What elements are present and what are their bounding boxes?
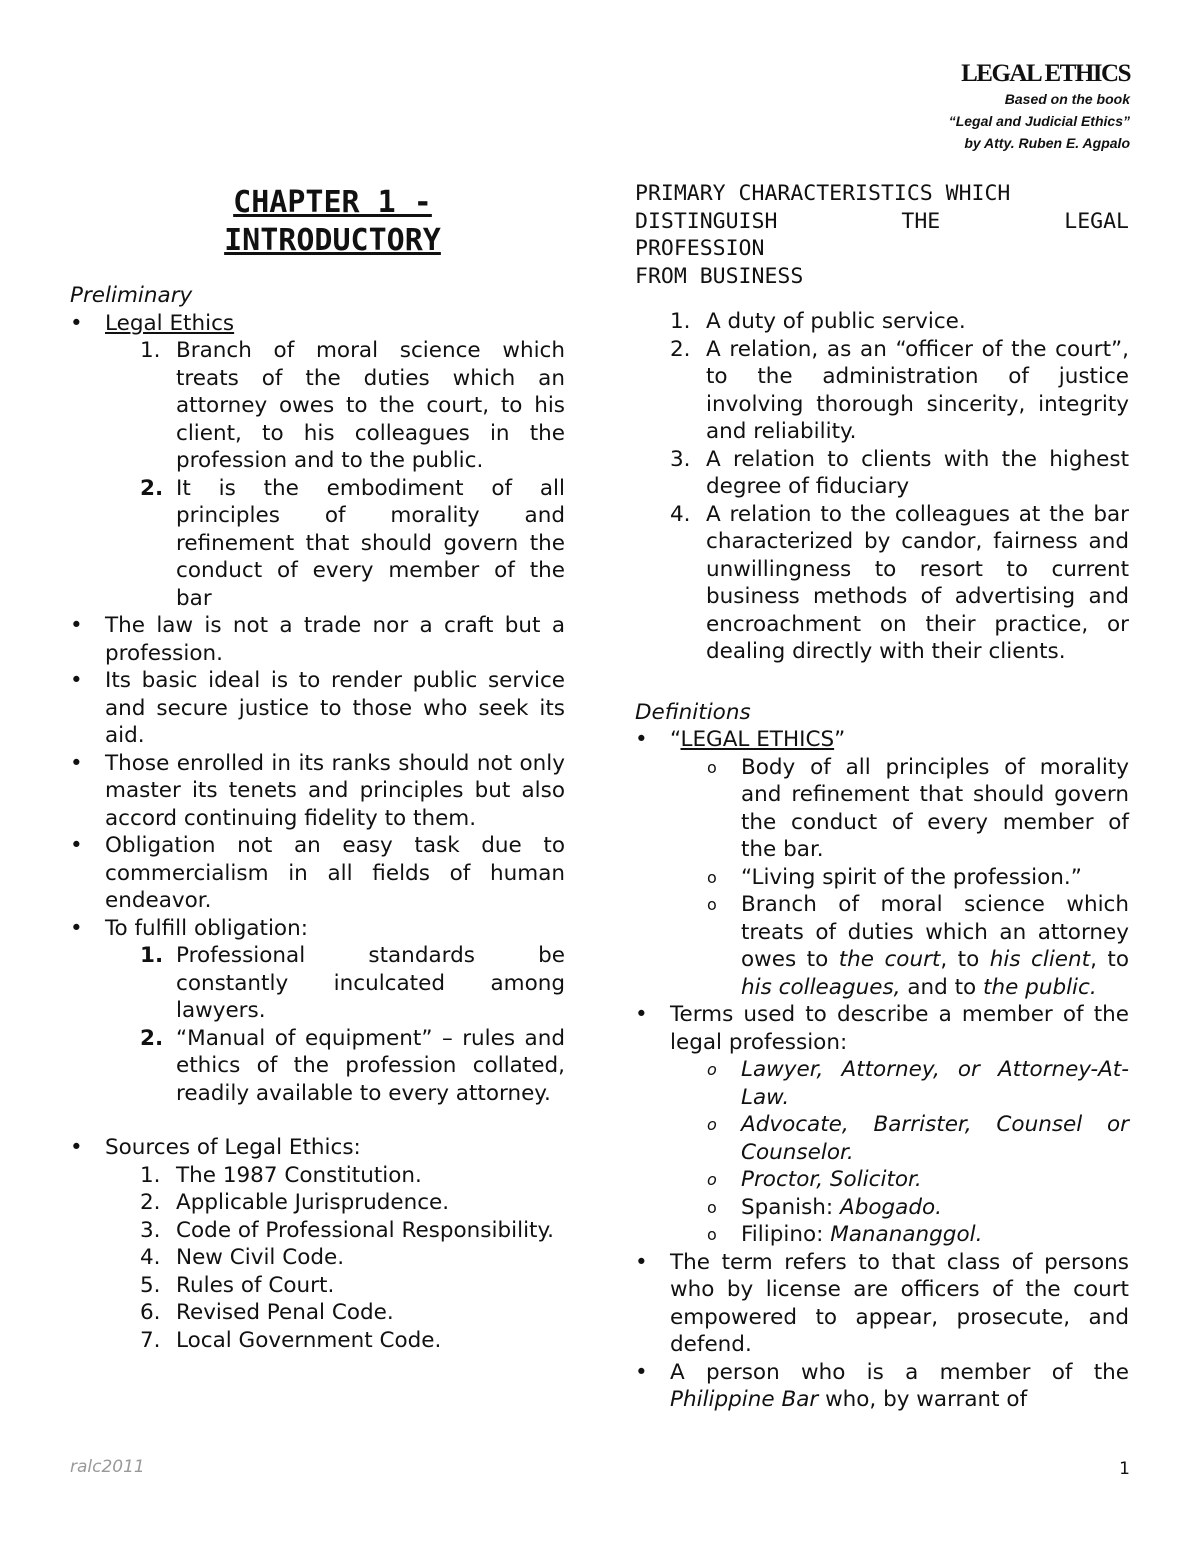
chapter-title	[100, 184, 565, 260]
text-run: who, by warrant of	[818, 1387, 1028, 1412]
page-number: 1	[1119, 1459, 1130, 1479]
list-item	[70, 1189, 565, 1217]
list-item	[635, 1359, 1129, 1414]
text-run: , to	[1090, 947, 1129, 972]
list-item: • Its basic ideal is to render public service and secure justice to those who seek its aid.	[70, 667, 565, 750]
item-text: Local Government Code.	[176, 1327, 442, 1353]
list-item	[70, 1272, 565, 1300]
right-column	[635, 180, 1129, 1414]
header-line-3: by Atty. Ruben E. Agpalo	[964, 135, 1130, 151]
section-definitions: Definitions	[635, 699, 751, 725]
characteristics-list	[635, 308, 1129, 666]
header-line-2: “Legal and Judicial Ethics”	[948, 113, 1130, 129]
list-item	[70, 1217, 565, 1245]
left-column	[70, 184, 565, 1354]
heading-word: DISTINGUISH	[635, 208, 778, 234]
item-number: 6.	[140, 1300, 161, 1325]
item-number: 1.	[140, 338, 161, 363]
list-item: • To fulfill obligation:	[70, 915, 565, 943]
item-number: 2.	[140, 475, 164, 501]
list-item: • The law is not a trade nor a craft but a profession.	[70, 612, 565, 667]
item-text: A relation, as an “officer of the court”, to the administration of justice involving thorough sincerity, integrity and reliability.	[706, 336, 1129, 444]
list-item: • Those enrolled in its ranks should not only master its tenets and principles but also accord continuing fidelity to them.	[70, 750, 565, 833]
heading-word: THE	[901, 208, 941, 234]
heading-word: LEGAL	[1064, 208, 1129, 234]
item-number: 4.	[140, 1245, 161, 1270]
italic-run: Philippine Bar	[670, 1387, 819, 1412]
item-text: Revised Penal Code.	[176, 1300, 394, 1325]
item-number: 2.	[670, 336, 691, 362]
list-item	[635, 446, 1129, 501]
legal-ethics-definition-label: LEGAL ETHICS	[680, 727, 835, 752]
list-item	[635, 891, 1129, 1001]
italic-run: Manananggol.	[830, 1222, 983, 1247]
list-item: • Obligation not an easy task due to commercialism in all fields of human endeavor.	[70, 832, 565, 915]
item-number: 7.	[140, 1327, 161, 1353]
heading-line-2	[635, 208, 1129, 236]
open-quote: “	[670, 727, 681, 752]
list-item: o Lawyer, Attorney, or Attorney-At-Law.	[635, 1056, 1129, 1111]
item-number: 2.	[140, 1025, 164, 1051]
list-item	[70, 475, 565, 613]
heading-line-4: FROM BUSINESS	[635, 263, 804, 289]
list-item: • The term refers to that class of persons who by license are officers of the court empowered to appear, prosecute, and defend.	[635, 1249, 1129, 1359]
italic-run: the court	[838, 947, 941, 972]
list-item	[70, 1025, 565, 1108]
list-item	[70, 1244, 565, 1272]
document-header	[949, 60, 1130, 154]
footer-left: ralc2011	[70, 1457, 145, 1477]
item-number: 2.	[140, 1190, 161, 1215]
item-text: Professional standards be constantly inculcated among lawyers.	[176, 943, 565, 1023]
terms-sublist	[635, 1056, 1129, 1249]
list-item: o Body of all principles of morality and refinement that should govern the conduct of every member of the bar.	[635, 754, 1129, 864]
term-bullets	[635, 1249, 1129, 1414]
text-run: , to	[940, 947, 990, 972]
item-text: A relation to the colleagues at the bar characterized by candor, fairness and unwillingness to resort to current business methods of advertising and encroachment on their practice, or dealing directly with their clients.	[706, 501, 1129, 664]
characteristics-heading	[635, 180, 1129, 290]
list-item	[70, 1299, 565, 1327]
item-text: It is the embodiment of all principles of morality and refinement that should govern the conduct of every member of the bar	[176, 475, 565, 611]
item-text: Applicable Jurisprudence.	[176, 1190, 450, 1215]
text-run: Branch of moral science which treats of duties which an attorney owes to	[741, 892, 1129, 972]
list-item	[635, 1194, 1129, 1222]
text-run: A person who is a member of the	[670, 1359, 1129, 1385]
preliminary-list	[70, 310, 565, 338]
list-item	[635, 1221, 1129, 1249]
chapter-title-line-1: CHAPTER 1 -	[233, 185, 432, 220]
text-run: Spanish:	[741, 1194, 840, 1220]
list-item	[635, 501, 1129, 666]
item-text: Rules of Court.	[176, 1272, 335, 1298]
list-item: o “Living spirit of the profession.”	[635, 864, 1129, 892]
sources-list	[70, 1162, 565, 1355]
legal-ethics-label: Legal Ethics	[105, 310, 235, 336]
definition-sublist	[635, 754, 1129, 1002]
item-text: A relation to clients with the highest degree of fiduciary	[706, 446, 1129, 499]
list-item	[635, 336, 1129, 446]
text-run: and to	[900, 974, 984, 1000]
sources-bullet	[70, 1134, 565, 1162]
list-item: • Sources of Legal Ethics:	[70, 1134, 565, 1162]
chapter-title-line-2: INTRODUCTORY	[224, 223, 441, 258]
header-title: LEGAL ETHICS	[961, 60, 1130, 87]
item-number: 1.	[140, 943, 164, 968]
item-text: A duty of public service.	[706, 309, 966, 334]
fulfill-obligation-list	[70, 942, 565, 1107]
list-item	[70, 337, 565, 475]
item-number: 1.	[670, 309, 691, 334]
item-number: 4.	[670, 501, 691, 527]
item-text: “Manual of equipment” – rules and ethics of the profession collated, readily available to every attorney.	[176, 1025, 565, 1106]
item-number: 5.	[140, 1272, 161, 1298]
italic-run: Abogado.	[839, 1194, 942, 1220]
italic-run: the public.	[983, 974, 1097, 1000]
heading-line-3: PROFESSION	[635, 236, 765, 261]
item-text: Branch of moral science which treats of the duties which an attorney owes to the court, to his client, to his colleagues in the profession and to the public.	[176, 338, 565, 473]
item-text: The 1987 Constitution.	[176, 1162, 422, 1188]
list-item: • Terms used to describe a member of the legal profession:	[635, 1001, 1129, 1056]
list-item: o Advocate, Barrister, Counsel or Counselor.	[635, 1111, 1129, 1166]
list-item	[70, 1162, 565, 1190]
close-quote: ”	[834, 727, 846, 752]
header-line-1: Based on the book	[1004, 91, 1130, 107]
legal-ethics-numbered-list	[70, 337, 565, 612]
item-text: New Civil Code.	[176, 1245, 345, 1270]
item-text: Code of Professional Responsibility.	[176, 1217, 554, 1243]
preliminary-bullets	[70, 612, 565, 942]
definitions-list	[635, 726, 1129, 754]
list-item	[635, 726, 1129, 754]
terms-bullet	[635, 1001, 1129, 1056]
section-preliminary: Preliminary	[70, 283, 193, 308]
list-item	[70, 942, 565, 1025]
list-item	[70, 310, 565, 338]
italic-run: his client	[989, 947, 1091, 972]
list-item	[70, 1327, 565, 1355]
item-number: 3.	[140, 1217, 161, 1243]
list-item	[635, 308, 1129, 336]
item-number: 3.	[670, 446, 691, 472]
italic-run: his colleagues,	[741, 974, 901, 1000]
list-item: o Proctor, Solicitor.	[635, 1166, 1129, 1194]
text-run: Filipino:	[741, 1222, 831, 1247]
heading-line-1: PRIMARY CHARACTERISTICS WHICH	[635, 181, 1011, 206]
item-number: 1.	[140, 1162, 161, 1188]
